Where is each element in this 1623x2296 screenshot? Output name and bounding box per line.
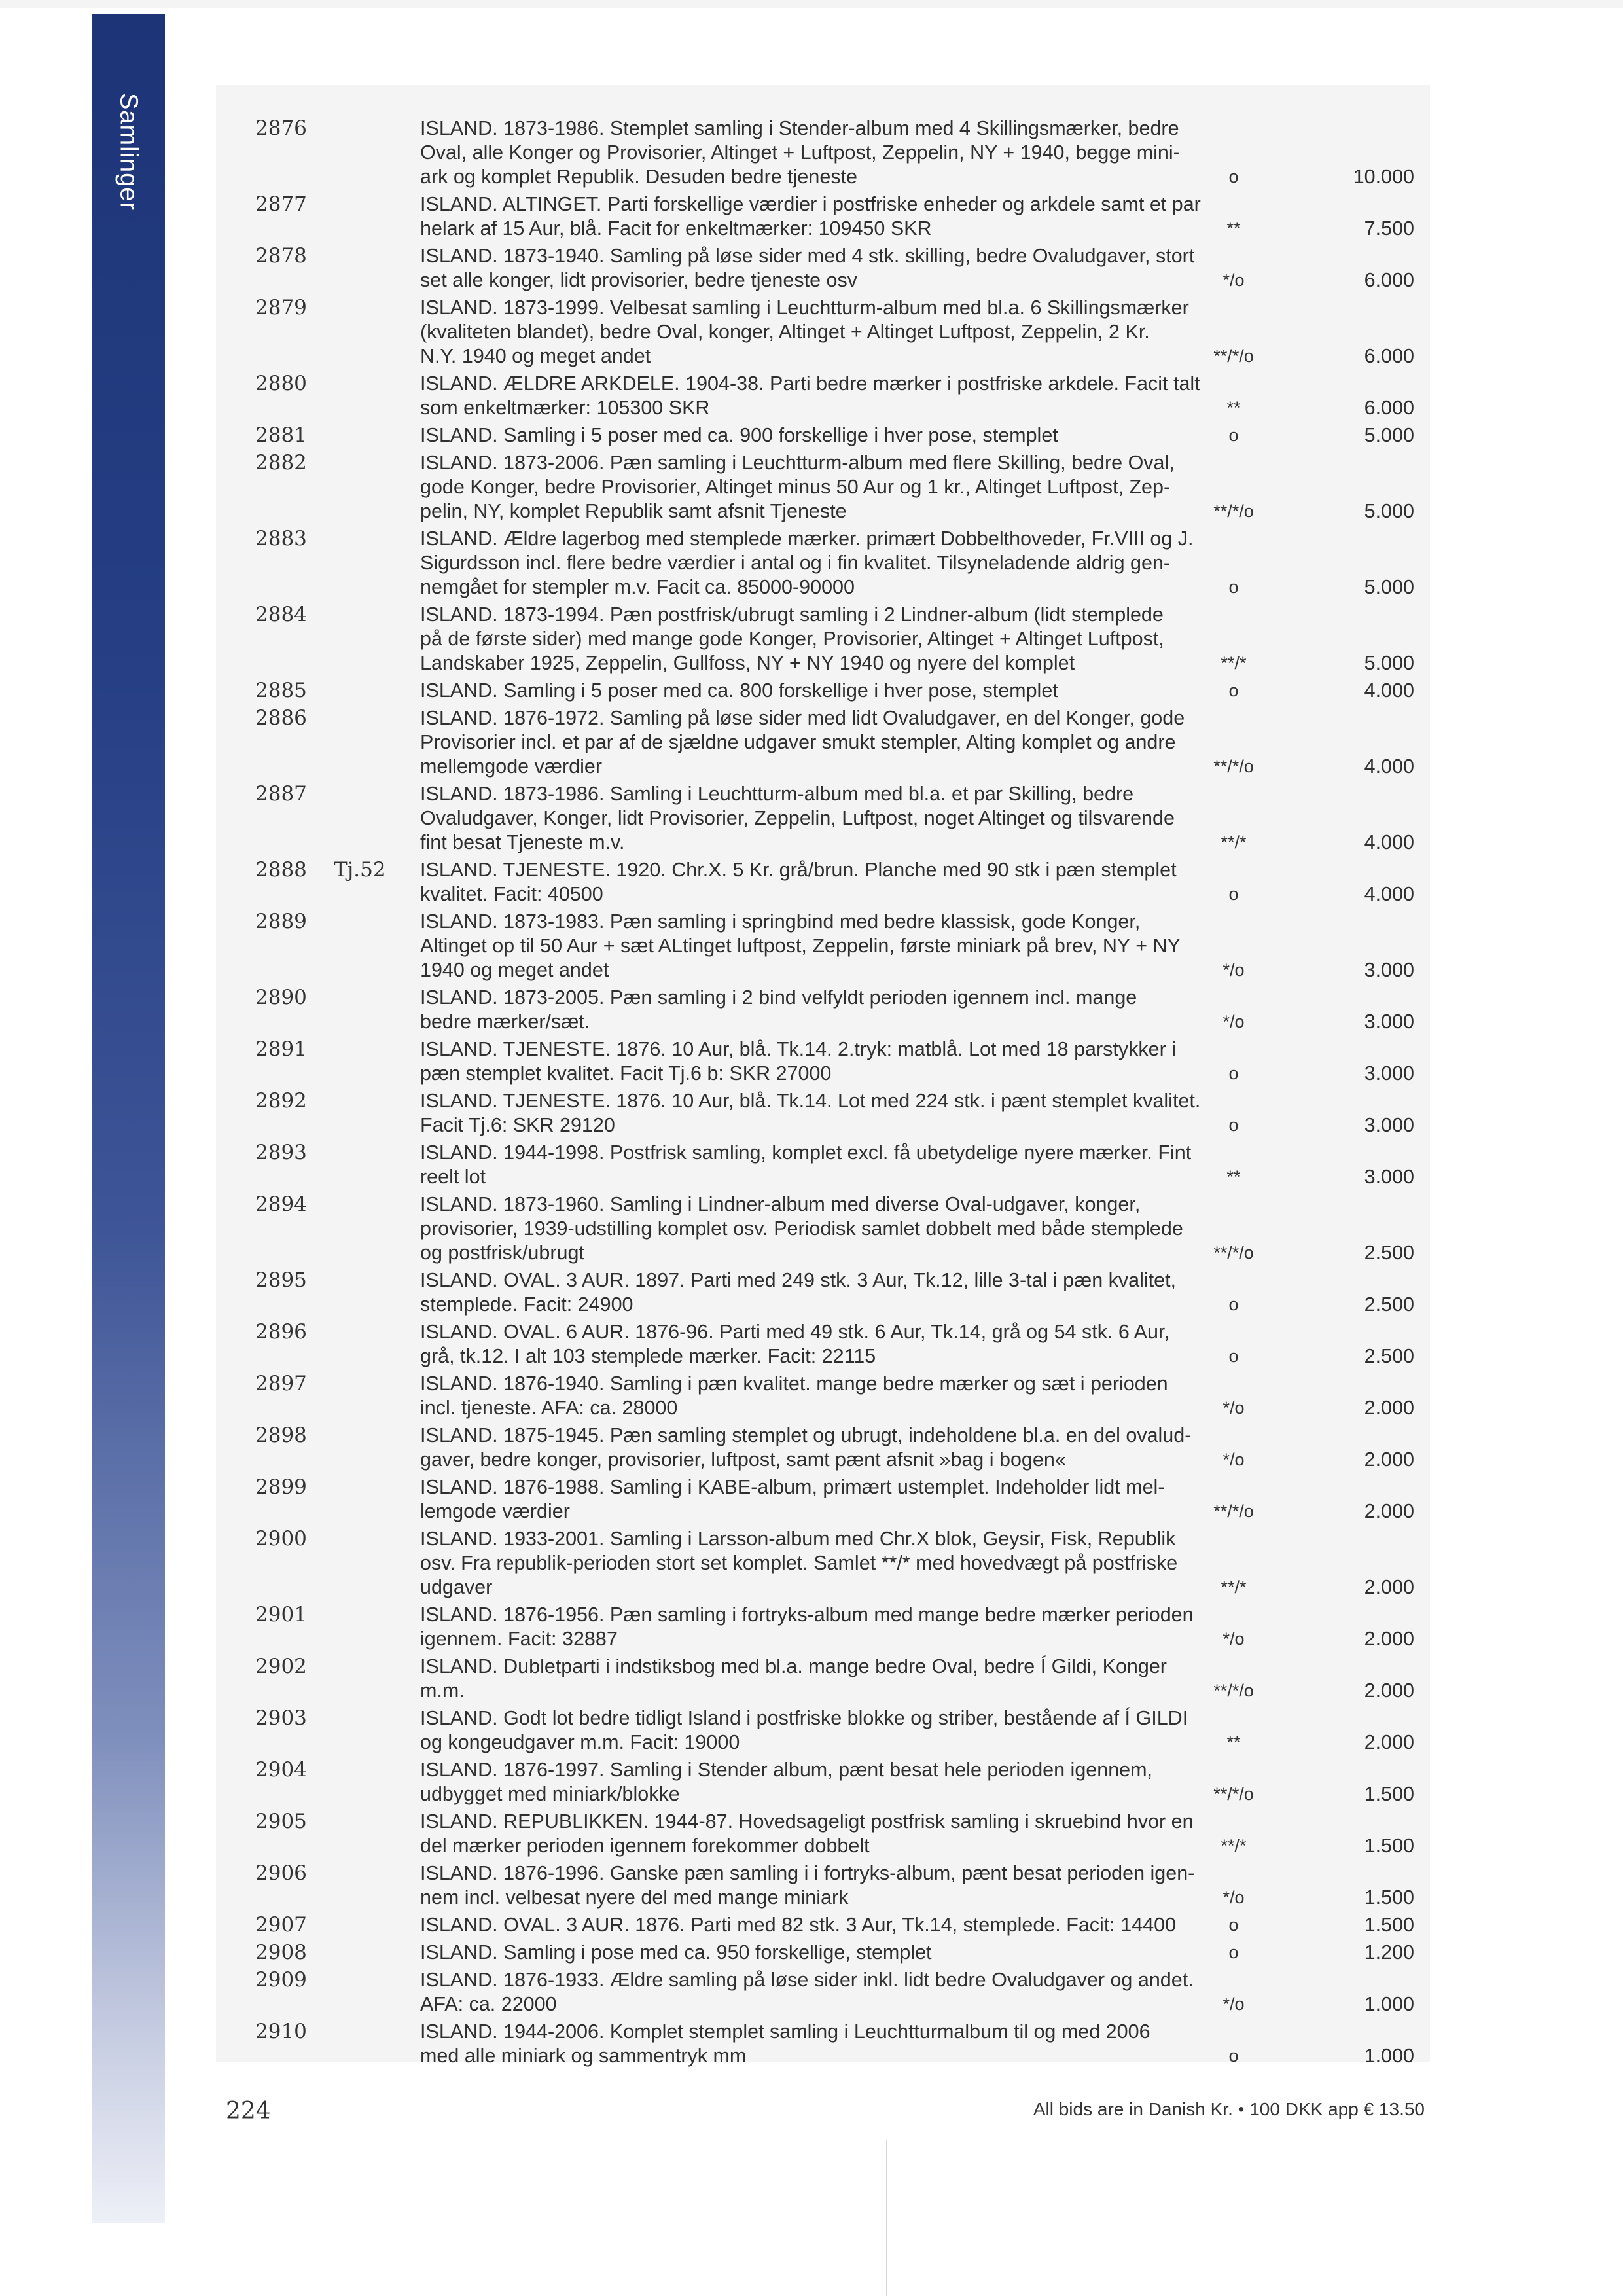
lot-description-line: stemplede. Facit: 24900 (420, 1293, 633, 1316)
lot-description-line: udbygget med miniark/blokke (420, 1783, 680, 1805)
lot-starting-price: 1.500 (1364, 1835, 1414, 1857)
lot-description-line: ISLAND. 1875-1945. Pæn samling stemplet og ubrugt, indeholdene bl.a. en del ovalud- (420, 1424, 1192, 1446)
lot-row (216, 527, 1430, 600)
lot-starting-price: 5.000 (1364, 652, 1414, 674)
lot-condition: o (1228, 1295, 1239, 1314)
lot-starting-price: 5.000 (1364, 576, 1414, 598)
lot-description-line: og postfrisk/ubrugt (420, 1242, 584, 1264)
lot-row (216, 296, 1430, 368)
lot-row (216, 2020, 1430, 2068)
lot-number: 2881 (255, 423, 307, 447)
lot-description-line: nem incl. velbesat nyere del med mange miniark (420, 1886, 849, 1909)
lot-condition: **/*/o (1213, 1501, 1254, 1521)
lot-row (216, 603, 1430, 675)
lot-row (216, 1758, 1430, 1806)
lot-row (216, 858, 1430, 906)
lot-description-line: m.m. (420, 1679, 465, 1702)
lot-starting-price: 2.500 (1364, 1242, 1414, 1264)
lot-description-line: ISLAND. 1944-1998. Postfrisk samling, komplet excl. få ubetydelige nyere mærker. Fint (420, 1141, 1192, 1164)
lot-number: 2876 (255, 117, 307, 140)
lot-condition: o (1228, 2046, 1239, 2066)
lot-row (216, 1810, 1430, 1858)
lot-number: 2882 (255, 451, 307, 475)
lot-description-line: helark af 15 Aur, blå. Facit for enkeltmærker: 109450 SKR (420, 217, 932, 240)
lot-description-line: med alle miniark og sammentryk mm (420, 2045, 747, 2067)
lot-description-line: Provisorier incl. et par af de sjældne udgaver smukt stempler, Alting komplet og andre (420, 731, 1176, 753)
lot-number: 2893 (255, 1141, 307, 1164)
lot-row (216, 1089, 1430, 1138)
lot-condition: o (1228, 1346, 1239, 1366)
lot-description-line: og kongeudgaver m.m. Facit: 19000 (420, 1731, 740, 1753)
lot-condition: **/*/o (1213, 1681, 1254, 1700)
page-number: 224 (226, 2098, 271, 2125)
lot-description-line: ISLAND. 1873-1983. Pæn samling i springbind med bedre klassisk, gode Konger, (420, 910, 1141, 933)
lot-description-line: ISLAND. TJENESTE. 1876. 10 Aur, blå. Tk.14. 2.tryk: matblå. Lot med 18 parstykker i (420, 1038, 1177, 1060)
lot-condition: ** (1226, 1167, 1241, 1187)
lot-description-line: ISLAND. 1876-1972. Samling på løse sider med lidt Ovaludgaver, en del Konger, gode (420, 707, 1185, 729)
lot-description-line: ISLAND. REPUBLIKKEN. 1944-87. Hovedsageligt postfrisk samling i skruebind hvor en (420, 1810, 1194, 1833)
lot-description-line: 1940 og meget andet (420, 959, 609, 981)
lot-number: 2904 (255, 1758, 307, 1782)
lot-starting-price: 6.000 (1364, 345, 1414, 367)
lot-description-line: ISLAND. TJENESTE. 1876. 10 Aur, blå. Tk.14. Lot med 224 stk. i pænt stemplet kvalitet. (420, 1090, 1201, 1112)
lot-description-line: ISLAND. 1876-1988. Samling i KABE-album, primært ustemplet. Indeholder lidt mel- (420, 1476, 1165, 1498)
lot-row (216, 986, 1430, 1034)
lot-description-line: ISLAND. 1944-2006. Komplet stemplet samling i Leuchtturmalbum til og med 2006 (420, 2020, 1150, 2043)
lot-row (216, 1603, 1430, 1651)
lot-description-line: som enkeltmærker: 105300 SKR (420, 397, 710, 419)
lot-starting-price: 7.500 (1364, 217, 1414, 240)
lot-number: 2907 (255, 1913, 307, 1937)
lot-row (216, 372, 1430, 420)
lot-row (216, 1037, 1430, 1086)
lot-condition: **/*/o (1213, 757, 1254, 776)
lot-description-line: ISLAND. Samling i pose med ca. 950 forskellige, stemplet (420, 1941, 932, 1964)
lot-condition: **/* (1221, 1577, 1247, 1597)
lot-number: 2894 (255, 1193, 307, 1216)
lot-row (216, 782, 1430, 855)
scan-fold-line (886, 2140, 887, 2296)
lot-number: 2896 (255, 1320, 307, 1344)
lot-description-line: grå, tk.12. I alt 103 stemplede mærker. Facit: 22115 (420, 1345, 876, 1367)
lot-row (216, 117, 1430, 189)
lot-condition: o (1228, 577, 1239, 597)
lot-condition: o (1228, 1115, 1239, 1135)
lot-condition: **/* (1221, 653, 1247, 673)
lot-starting-price: 5.000 (1364, 500, 1414, 522)
lot-condition: o (1228, 1943, 1239, 1962)
lot-description-line: Sigurdsson incl. flere bedre værdier i antal og i fin kvalitet. Tilsyneladende aldrig gen- (420, 552, 1171, 574)
lot-condition: */o (1222, 960, 1245, 980)
lot-description-line: gaver, bedre konger, provisorier, luftpost, samt pænt afsnit »bag i bogen« (420, 1448, 1066, 1471)
lot-starting-price: 1.000 (1364, 2045, 1414, 2067)
lot-condition: o (1228, 1064, 1239, 1083)
lot-description-line: ISLAND. 1873-1986. Samling i Leuchtturm-album med bl.a. et par Skilling, bedre (420, 783, 1134, 805)
lot-description-line: N.Y. 1940 og meget andet (420, 345, 651, 367)
page-top-edge (0, 0, 1623, 8)
lot-condition: o (1228, 425, 1239, 445)
lot-starting-price: 5.000 (1364, 424, 1414, 446)
lot-number: 2902 (255, 1655, 307, 1678)
lot-number: 2877 (255, 192, 307, 216)
lot-number: 2909 (255, 1968, 307, 1992)
lot-description-line: ISLAND. OVAL. 3 AUR. 1897. Parti med 249 stk. 3 Aur, Tk.12, lille 3-tal i pæn kvalitet, (420, 1269, 1177, 1291)
lot-number: 2891 (255, 1037, 307, 1061)
lot-number: 2905 (255, 1810, 307, 1833)
lot-description-line: ISLAND. 1876-1996. Ganske pæn samling i i fortryks-album, pænt besat perioden igen- (420, 1862, 1195, 1884)
lot-description-line: ISLAND. 1876-1956. Pæn samling i fortryks-album med mange bedre mærker perioden (420, 1604, 1194, 1626)
lot-number: 2888 (255, 858, 307, 882)
lot-description-line: mellemgode værdier (420, 755, 602, 778)
lot-number: 2895 (255, 1268, 307, 1292)
lot-row (216, 1475, 1430, 1524)
lot-starting-price: 2.000 (1364, 1628, 1414, 1650)
lot-number: 2879 (255, 296, 307, 319)
lot-condition: */o (1222, 270, 1245, 290)
lot-starting-price: 3.000 (1364, 1062, 1414, 1085)
lot-starting-price: 10.000 (1353, 166, 1414, 188)
lot-row (216, 1320, 1430, 1369)
lot-condition: **/* (1221, 833, 1247, 852)
section-side-tab (92, 14, 165, 2223)
lot-condition: */o (1222, 1994, 1245, 2014)
lot-description-line: ISLAND. 1873-1940. Samling på løse sider med 4 stk. skilling, bedre Ovaludgaver, stort (420, 245, 1195, 267)
lot-description-line: set alle konger, lidt provisorier, bedre tjeneste osv (420, 269, 857, 291)
lot-starting-price: 4.000 (1364, 755, 1414, 778)
lot-row (216, 423, 1430, 448)
lot-starting-price: 2.000 (1364, 1500, 1414, 1522)
lot-row (216, 706, 1430, 779)
lot-number: 2899 (255, 1475, 307, 1499)
lot-description-line: ISLAND. ALTINGET. Parti forskellige værdier i postfriske enheder og arkdele samt et par (420, 193, 1201, 215)
lot-row (216, 1706, 1430, 1755)
lot-condition: o (1228, 884, 1239, 904)
lot-description-line: incl. tjeneste. AFA: ca. 28000 (420, 1397, 678, 1419)
lot-description-line: Landskaber 1925, Zeppelin, Gullfoss, NY + NY 1940 og nyere del komplet (420, 652, 1075, 674)
lot-row (216, 1968, 1430, 2017)
lot-condition: o (1228, 681, 1239, 700)
lot-description-line: ISLAND. 1876-1997. Samling i Stender album, pænt besat hele perioden igennem, (420, 1759, 1153, 1781)
lot-description-line: ISLAND. 1873-1960. Samling i Lindner-album med diverse Oval-udgaver, konger, (420, 1193, 1141, 1215)
lot-number: 2887 (255, 782, 307, 806)
lot-description-line: ISLAND. Samling i 5 poser med ca. 900 forskellige i hver pose, stemplet (420, 424, 1058, 446)
lot-description-line: ISLAND. TJENESTE. 1920. Chr.X. 5 Kr. grå/brun. Planche med 90 stk i pæn stemplet (420, 859, 1177, 881)
lot-row (216, 910, 1430, 982)
lot-description-line: Ovaludgaver, Konger, lidt Provisorier, Zeppelin, Luftpost, noget Altinget og tilsvarende (420, 807, 1175, 829)
lot-condition: **/*/o (1213, 501, 1254, 521)
lot-number: 2898 (255, 1424, 307, 1447)
lot-condition: ** (1226, 219, 1241, 238)
lot-condition: ** (1226, 1732, 1241, 1752)
lot-number: 2908 (255, 1941, 307, 1964)
lot-description-line: udgaver (420, 1576, 493, 1598)
lot-starting-price: 2.500 (1364, 1293, 1414, 1316)
lot-description-line: ISLAND. Samling i 5 poser med ca. 800 forskellige i hver pose, stemplet (420, 679, 1058, 702)
lot-row (216, 1861, 1430, 1910)
lot-condition: o (1228, 1915, 1239, 1935)
lot-row (216, 244, 1430, 293)
lot-condition: **/*/o (1213, 346, 1254, 366)
lot-row (216, 679, 1430, 703)
lot-number: 2890 (255, 986, 307, 1009)
lot-starting-price: 3.000 (1364, 1166, 1414, 1188)
lot-description-line: ISLAND. 1933-2001. Samling i Larsson-album med Chr.X blok, Geysir, Fisk, Republik (420, 1528, 1176, 1550)
lot-number: 2892 (255, 1089, 307, 1113)
lot-condition: **/* (1221, 1836, 1247, 1856)
lot-description-line: ISLAND. 1876-1940. Samling i pæn kvalitet. mange bedre mærker og sæt i perioden (420, 1372, 1168, 1395)
lot-description-line: del mærker perioden igennem forekommer dobbelt (420, 1835, 870, 1857)
lot-condition: */o (1222, 1450, 1245, 1469)
lot-condition: */o (1222, 1398, 1245, 1418)
lot-description-line: på de første sider) med mange gode Konger, Provisorier, Altinget + Altinget Luftpost, (420, 628, 1164, 650)
lot-description-line: pelin, NY, komplet Republik samt afsnit Tjeneste (420, 500, 847, 522)
lot-number: 2903 (255, 1706, 307, 1730)
lot-description-line: bedre mærker/sæt. (420, 1011, 590, 1033)
lot-starting-price: 1.000 (1364, 1993, 1414, 2015)
lot-number: 2900 (255, 1527, 307, 1551)
lot-description-line: ISLAND. 1873-1986. Stemplet samling i Stender-album med 4 Skillingsmærker, bedre (420, 117, 1179, 139)
lot-condition: o (1228, 167, 1239, 187)
lot-description-line: ISLAND. Ældre lagerbog med stemplede mærker. primært Dobbelthoveder, Fr.VIII og J. (420, 528, 1194, 550)
lot-number: 2884 (255, 603, 307, 626)
lot-starting-price: 2.000 (1364, 1448, 1414, 1471)
lot-starting-price: 1.200 (1364, 1941, 1414, 1964)
lot-condition: **/*/o (1213, 1784, 1254, 1804)
lot-description-line: reelt lot (420, 1166, 486, 1188)
lot-number: 2880 (255, 372, 307, 395)
lot-row (216, 1913, 1430, 1937)
lot-row (216, 1527, 1430, 1600)
lot-description-line: ISLAND. Godt lot bedre tidligt Island i postfriske blokke og striber, bestående af Í GILDI (420, 1707, 1188, 1729)
lot-number: 2906 (255, 1861, 307, 1885)
lot-description-line: Facit Tj.6: SKR 29120 (420, 1114, 615, 1136)
lot-description-line: osv. Fra republik-perioden stort set komplet. Samlet **/* med hovedvægt på postfriske (420, 1552, 1178, 1574)
lot-starting-price: 1.500 (1364, 1914, 1414, 1936)
lot-condition: */o (1222, 1888, 1245, 1907)
lot-description-line: ISLAND. 1873-1999. Velbesat samling i Leuchtturm-album med bl.a. 6 Skillingsmærker (420, 296, 1189, 319)
lot-description-line: ISLAND. 1873-2005. Pæn samling i 2 bind velfyldt perioden igennem incl. mange (420, 986, 1137, 1009)
lot-description-line: kvalitet. Facit: 40500 (420, 883, 603, 905)
lot-row (216, 192, 1430, 241)
lot-description-line: nemgået for stempler m.v. Facit ca. 85000-90000 (420, 576, 855, 598)
lot-row (216, 1655, 1430, 1703)
lot-starting-price: 2.000 (1364, 1731, 1414, 1753)
lot-description-line: provisorier, 1939-udstilling komplet osv. Periodisk samlet dobbelt med både stemplede (420, 1217, 1183, 1240)
lot-number: 2901 (255, 1603, 307, 1626)
lot-row (216, 1424, 1430, 1472)
lot-starting-price: 4.000 (1364, 883, 1414, 905)
lot-description-line: (kvaliteten blandet), bedre Oval, konger, Altinget + Altinget Luftpost, Zeppelin, 2 Kr. (420, 321, 1150, 343)
lot-condition: ** (1226, 398, 1241, 418)
lot-description-line: lemgode værdier (420, 1500, 570, 1522)
lot-starting-price: 3.000 (1364, 959, 1414, 981)
lot-row (216, 1141, 1430, 1189)
lot-starting-price: 2.500 (1364, 1345, 1414, 1367)
lot-starting-price: 6.000 (1364, 397, 1414, 419)
lot-starting-price: 2.000 (1364, 1397, 1414, 1419)
lot-starting-price: 3.000 (1364, 1011, 1414, 1033)
lot-catalogue-ref: Tj.52 (334, 858, 386, 882)
lot-number: 2878 (255, 244, 307, 268)
lot-number: 2886 (255, 706, 307, 730)
lot-starting-price: 4.000 (1364, 831, 1414, 853)
lot-starting-price: 2.000 (1364, 1576, 1414, 1598)
lot-description-line: gode Konger, bedre Provisorier, Altinget minus 50 Aur og 1 kr., Altinget Luftpost, Zep- (420, 476, 1171, 498)
lot-starting-price: 1.500 (1364, 1783, 1414, 1805)
lot-description-line: Altinget op til 50 Aur + sæt ALtinget luftpost, Zeppelin, første miniark på brev, NY + NY (420, 935, 1181, 957)
lot-starting-price: 1.500 (1364, 1886, 1414, 1909)
lot-row (216, 1193, 1430, 1265)
lot-starting-price: 2.000 (1364, 1679, 1414, 1702)
lot-row (216, 451, 1430, 524)
lot-starting-price: 6.000 (1364, 269, 1414, 291)
lot-description-line: igennem. Facit: 32887 (420, 1628, 618, 1650)
lot-description-line: ISLAND. 1873-2006. Pæn samling i Leuchtturm-album med flere Skilling, bedre Oval, (420, 452, 1175, 474)
section-side-tab-label: Samlinger (115, 92, 143, 211)
lot-description-line: ISLAND. OVAL. 6 AUR. 1876-96. Parti med 49 stk. 6 Aur, Tk.14, grå og 54 stk. 6 Aur, (420, 1321, 1169, 1343)
lot-condition: */o (1222, 1629, 1245, 1649)
lot-number: 2883 (255, 527, 307, 550)
lot-row (216, 1372, 1430, 1420)
lot-description-line: ISLAND. OVAL. 3 AUR. 1876. Parti med 82 stk. 3 Aur, Tk.14, stemplede. Facit: 14400 (420, 1914, 1177, 1936)
lot-description-line: ISLAND. ÆLDRE ARKDELE. 1904-38. Parti bedre mærker i postfriske arkdele. Facit talt (420, 372, 1200, 395)
lot-description-line: pæn stemplet kvalitet. Facit Tj.6 b: SKR 27000 (420, 1062, 832, 1085)
lot-description-line: ark og komplet Republik. Desuden bedre tjeneste (420, 166, 858, 188)
lot-description-line: fint besat Tjeneste m.v. (420, 831, 625, 853)
lot-description-line: ISLAND. Dubletparti i indstiksbog med bl.a. mange bedre Oval, bedre Í Gildi, Konger (420, 1655, 1167, 1677)
lot-description-line: Oval, alle Konger og Provisorier, Altinget + Luftpost, Zeppelin, NY + 1940, begge mini- (420, 141, 1180, 164)
lot-description-line: ISLAND. 1873-1994. Pæn postfrisk/ubrugt samling i 2 Lindner-album (lidt stemplede (420, 603, 1164, 626)
lot-starting-price: 3.000 (1364, 1114, 1414, 1136)
currency-footnote: All bids are in Danish Kr. • 100 DKK app € 13.50 (1033, 2099, 1425, 2119)
lot-description-line: AFA: ca. 22000 (420, 1993, 557, 2015)
lot-condition: */o (1222, 1012, 1245, 1031)
lot-description-line: ISLAND. 1876-1933. Ældre samling på løse sider inkl. lidt bedre Ovaludgaver og andet. (420, 1969, 1194, 1991)
lot-number: 2897 (255, 1372, 307, 1395)
lot-row (216, 1268, 1430, 1317)
lot-starting-price: 4.000 (1364, 679, 1414, 702)
lot-number: 2910 (255, 2020, 307, 2043)
lot-number: 2889 (255, 910, 307, 933)
lot-condition: **/*/o (1213, 1243, 1254, 1263)
lot-row (216, 1941, 1430, 1965)
lot-number: 2885 (255, 679, 307, 702)
